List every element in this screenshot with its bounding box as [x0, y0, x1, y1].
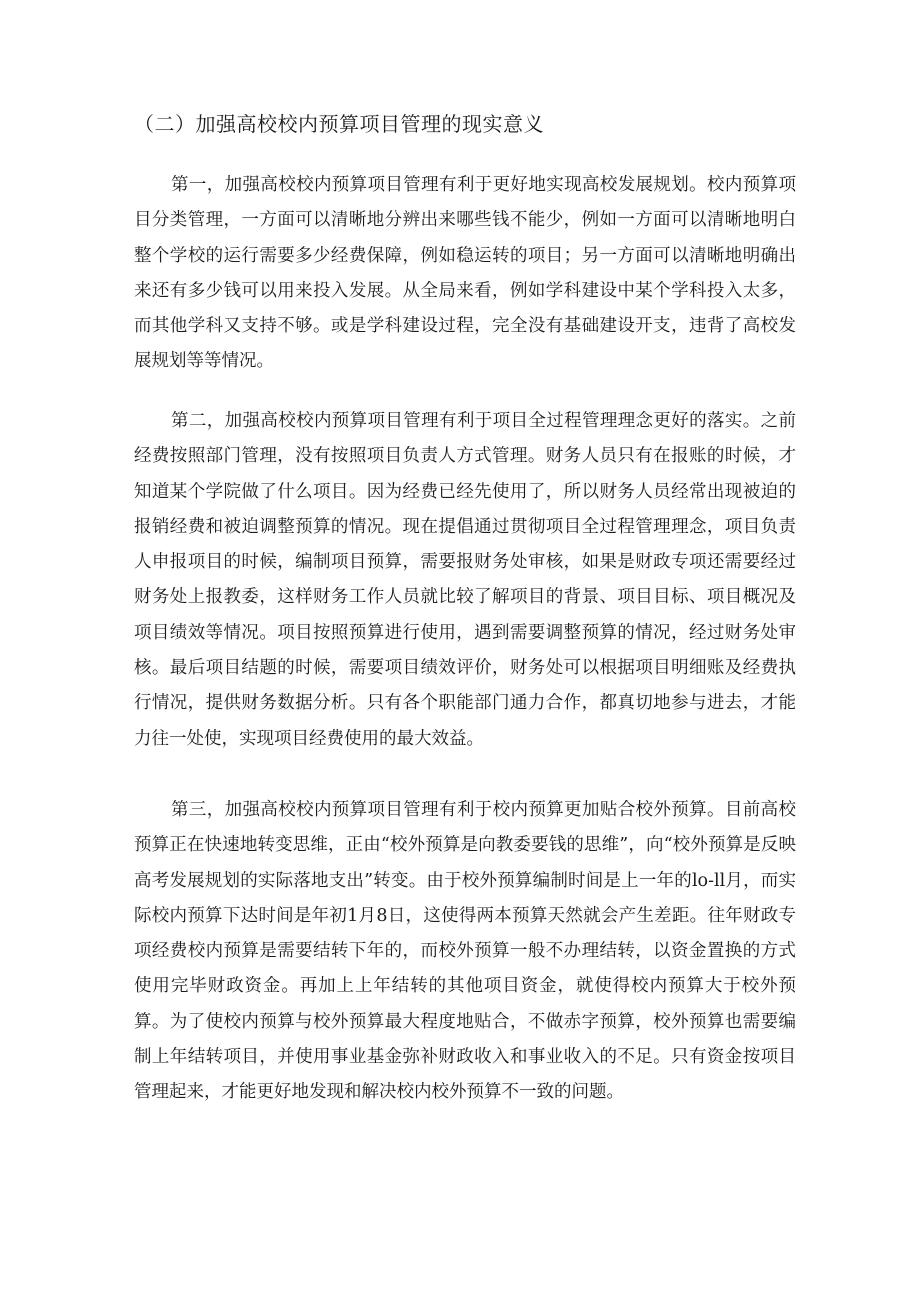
paragraph-second: 第二，加强高校校内预算项目管理有利于项目全过程管理理念更好的落实。之前经费按照部门管理，没有按照项目负责人方式管理。财务人员只有在报账的时候，才知道某个学院做了什么项目。因为经费已经先使用了，所以财务人员经常出现被迫的报销经费和被迫调整预算的情况。现在提倡通过贯彻项目全过程管理理念，项目负责人申报项目的时候，编制项目预算，需要报财务处审核，如果是财政专项还需要经过财务处上报教委，这样财务工作人员就比较了解项目的背景、项目目标、项目概况及项目绩效等情况。项目按照预算进行使用，遇到需要调整预算的情况，经过财务处审核。最后项目结题的时候，需要项目绩效评价，财务处可以根据项目明细账及经费执行情况，提供财务数据分析。只有各个职能部门通力合作，都真切地参与进去，才能力往一处使，实现项目经费使用的最大效益。 [134, 411, 796, 749]
paragraph-third: 第三，加强高校校内预算项目管理有利于校内预算更加贴合校外预算。目前高校预算正在快速地转变思维，正由“校外预算是向教委要钱的思维”，向“校外预算是反映高考发展规划的实际落地支出”转变。由于校外预算编制时间是上一年的lo-ll月，而实际校内预算下达时间是年初1月8日，这使得两本预算天然就会产生差距。往年财政专项经费校内预算是需要结转下年的，而校外预算一般不办理结转，以资金置换的方式使用完毕财政资金。再加上上年结转的其他项目资金，就使得校内预算大于校外预算。为了使校内预算与校外预算最大程度地贴合，不做赤字预算，校外预算也需要编制上年结转项目，并使用事业基金弥补财政收入和事业收入的不足。只有资金按项目管理起来，才能更好地发现和解决校内校外预算不一致的问题。 [134, 800, 796, 1103]
section-heading: （二）加强高校校内预算项目管理的现实意义 [134, 112, 544, 136]
paragraph-first: 第一，加强高校校内预算项目管理有利于更好地实现高校发展规划。校内预算项目分类管理，一方面可以清晰地分辨出来哪些钱不能少，例如一方面可以清晰地明白整个学校的运行需要多少经费保障，例如稳运转的项目；另一方面可以清晰地明确出来还有多少钱可以用来投入发展。从全局来看，例如学科建设中某个学科投入太多，而其他学科又支持不够。或是学科建设过程，完全没有基础建设开支，违背了高校发展规划等等情况。 [134, 175, 796, 372]
